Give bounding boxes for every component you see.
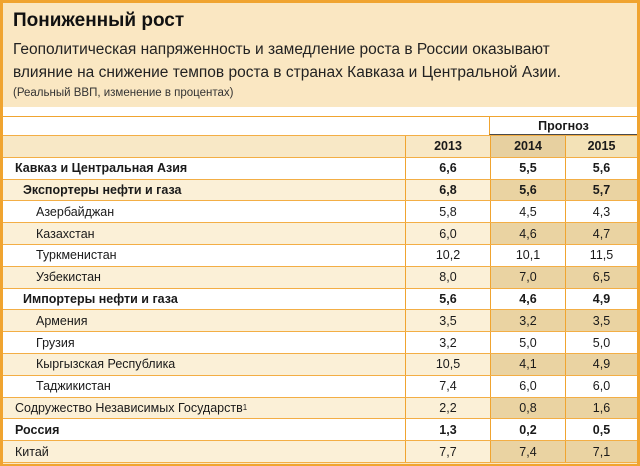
value-2013: 6,6	[405, 158, 490, 179]
row-label: Туркменистан	[36, 248, 117, 263]
value-2015: 4,9	[565, 354, 637, 375]
value-2014: 0,8	[490, 398, 565, 419]
table-row-tajikistan	[3, 376, 637, 398]
row-label: Казахстан	[36, 226, 95, 241]
value-2013: 7,7	[405, 441, 490, 462]
value-2015: 1,6	[565, 398, 637, 419]
row-label: Армения	[36, 313, 88, 328]
table-row-azerbaijan	[3, 201, 637, 223]
table-row-oil-gas-exporters	[3, 180, 637, 202]
value-2014: 4,6	[490, 289, 565, 310]
value-2015: 4,7	[565, 223, 637, 244]
value-2014: 7,0	[490, 267, 565, 288]
row-label: Китай	[15, 444, 49, 459]
forecast-header-row	[3, 117, 637, 136]
table-row-georgia	[3, 332, 637, 354]
value-2013: 6,8	[405, 180, 490, 201]
value-2013: 1,3	[405, 419, 490, 440]
table-row-kazakhstan	[3, 223, 637, 245]
value-2015: 3,5	[565, 310, 637, 331]
subtitle: Геополитическая напряженность и замедление роста в России оказывают влияние на снижение темпов роста в странах Кавказа и Центральной Азии.	[13, 41, 561, 81]
value-2013: 5,8	[405, 201, 490, 222]
value-2013: 10,5	[405, 354, 490, 375]
value-2013: 3,5	[405, 310, 490, 331]
value-2015: 7,1	[565, 441, 637, 462]
data-table	[3, 116, 637, 463]
spacer	[3, 107, 637, 116]
table-row-kyrgyz-republic	[3, 354, 637, 376]
value-2015: 11,5	[565, 245, 637, 266]
empty-cell	[3, 117, 404, 135]
year-2015: 2015	[565, 136, 637, 157]
empty-cell	[3, 136, 405, 157]
value-2014: 6,0	[490, 376, 565, 397]
value-2014: 4,6	[490, 223, 565, 244]
value-2015: 5,6	[565, 158, 637, 179]
row-label: Содружество Независимых Государств 1	[15, 400, 248, 415]
year-2013: 2013	[405, 136, 490, 157]
value-2013: 10,2	[405, 245, 490, 266]
value-2013: 2,2	[405, 398, 490, 419]
table-row-russia	[3, 419, 637, 441]
page-title: Пониженный рост	[13, 10, 185, 31]
row-label: Кавказ и Центральная Азия	[15, 161, 188, 176]
year-2014: 2014	[490, 136, 565, 157]
table-row-china	[3, 441, 637, 463]
year-header-row	[3, 136, 637, 158]
row-label: Россия	[15, 422, 60, 437]
units-note: (Реальный ВВП, изменение в процентах)	[13, 87, 234, 99]
table-row-turkmenistan	[3, 245, 637, 267]
value-2015: 6,5	[565, 267, 637, 288]
value-2013: 8,0	[405, 267, 490, 288]
table-row-cis	[3, 398, 637, 420]
row-label: Азербайджан	[36, 204, 115, 219]
table-row-uzbekistan	[3, 267, 637, 289]
value-2014: 5,0	[490, 332, 565, 353]
value-2014: 5,6	[490, 180, 565, 201]
value-2014: 0,2	[490, 419, 565, 440]
value-2014: 4,1	[490, 354, 565, 375]
value-2013: 3,2	[405, 332, 490, 353]
value-2015: 6,0	[565, 376, 637, 397]
row-label: Узбекистан	[36, 270, 101, 285]
value-2015: 4,3	[565, 201, 637, 222]
value-2014: 10,1	[490, 245, 565, 266]
row-label: Импортеры нефти и газа	[23, 291, 178, 306]
table-row-caucasus-central-asia	[3, 158, 637, 180]
value-2014: 7,4	[490, 441, 565, 462]
empty-cell	[404, 117, 489, 135]
value-2013: 7,4	[405, 376, 490, 397]
row-label-text: Содружество Независимых Государств	[15, 400, 243, 415]
value-2015: 5,7	[565, 180, 637, 201]
title-block	[3, 3, 637, 107]
value-2015: 4,9	[565, 289, 637, 310]
value-2014: 4,5	[490, 201, 565, 222]
value-2013: 5,6	[405, 289, 490, 310]
forecast-header: Прогноз	[489, 117, 637, 135]
value-2015: 0,5	[565, 419, 637, 440]
table-row-armenia	[3, 310, 637, 332]
row-label: Грузия	[36, 335, 75, 350]
row-label: Таджикистан	[36, 379, 111, 394]
value-2014: 5,5	[490, 158, 565, 179]
value-2013: 6,0	[405, 223, 490, 244]
row-label: Экспортеры нефти и газа	[23, 182, 182, 197]
value-2015: 5,0	[565, 332, 637, 353]
value-2014: 3,2	[490, 310, 565, 331]
table-row-oil-gas-importers	[3, 289, 637, 311]
row-label: Кыргызская Республика	[36, 357, 176, 372]
